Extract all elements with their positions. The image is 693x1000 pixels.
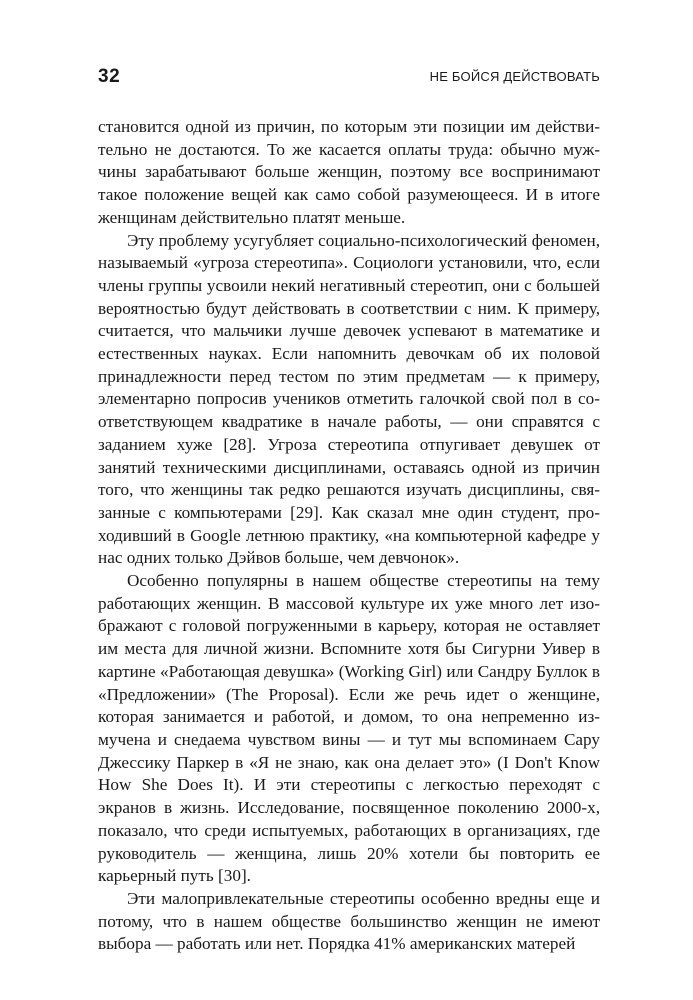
page-number: 32 — [98, 66, 121, 87]
book-title: НЕ БОЙСЯ ДЕЙСТВОВАТЬ — [429, 69, 600, 84]
body-text — [98, 116, 600, 956]
running-head — [98, 66, 600, 88]
paragraph-stereotype-threat: Эту проблему усугубляет социально-психологический феномен, называемый «угроза стереотипа». Социологи установили, что, если члены группы усвоили некий негативный стереотип, они с большей вероятностью будут действовать в соответствии с ним. К примеру, считается, что мальчики лучше девочек успевают в математике и естественных науках. Если напомнить девочкам об их половой принадлежности перед тестом по этим предметам — к примеру, элементарно попросив учеников отметить галочкой свой пол в соответствующем квадратике в начале работы, — они справятся с заданием хуже [28]. Угроза стереотипа отпугивает девушек от занятий техническими дисциплинами, оставаясь одной из причин того, что женщины так редко решаются изучать дисциплины, связанные с компьютерами [29]. Как сказал мне один студент, проходивший в Google летнюю практику, «на компьютерной кафедре у нас одних только Дэйвов больше, чем девчонок». — [98, 230, 600, 568]
paragraph-harmful-stereotypes: Эти малопривлекательные стереотипы особенно вредны еще и потому, что в нашем обществе большинство женщин не имеют выбора — работать или нет. Порядка 41% американских матерей — [98, 888, 600, 954]
paragraph-continuation: становится одной из причин, по которым эти позиции им действительно не достаются. То же касается оплаты труда: обычно мужчины зарабатывают больше женщин, поэтому все воспринимают такое положение вещей как само собой разумеющееся. И в итоге женщинам действительно платят меньше. — [98, 117, 600, 227]
paragraph-working-women-stereotypes: Особенно популярны в нашем обществе стереотипы на тему работающих женщин. В массовой культуре их уже много лет изображают с головой погруженными в карьеру, которая не оставляет им места для личной жизни. Вспомните хотя бы Сигурни Уивер в картине «Работающая девушка» (Working Girl) или Сандру Буллок в «Предложении» (The Proposal). Если же речь идет о женщине, которая занимается и работой, и домом, то она непременно измучена и снедаема чувством вины — и тут мы вспоминаем Сару Джессику Паркер в «Я не знаю, как она делает это» (I Don't Know How She Does It). И эти стереотипы с легкостью переходят с экранов в жизнь. Исследование, посвященное поколению 2000-х, показало, что среди испытуемых, работающих в организациях, где руководитель — женщина, лишь 20% хотели бы повторить ее карьерный путь [30]. — [98, 571, 600, 886]
